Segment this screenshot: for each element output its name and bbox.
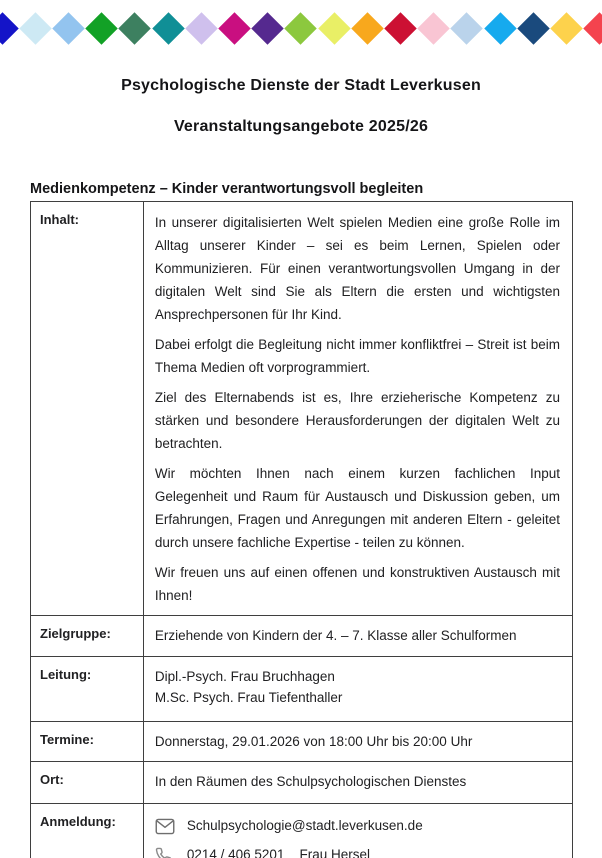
row-label-inhalt: Inhalt: — [31, 202, 144, 616]
diamond-decoration — [185, 12, 218, 45]
table-row-ort — [31, 762, 573, 804]
zielgruppe-content: Erziehende von Kindern der 4. – 7. Klasse aller Schulformen — [143, 616, 572, 657]
termine-content: Donnerstag, 29.01.2026 von 18:00 Uhr bis 20:00 Uhr — [143, 722, 572, 762]
email-text: Schulpsychologie@stadt.leverkusen.de — [186, 818, 423, 833]
table-row-inhalt — [31, 202, 573, 616]
diamond-decoration — [152, 12, 185, 45]
row-label-anmeldung: Anmeldung: — [31, 804, 144, 858]
envelope-icon — [155, 817, 176, 835]
table-row-zielgruppe — [31, 616, 573, 657]
diamond-decoration — [218, 12, 251, 45]
diamond-band — [0, 0, 602, 57]
row-label-termine: Termine: — [31, 722, 144, 762]
row-label-zielgruppe: Zielgruppe: — [31, 616, 144, 657]
leitung-person: Dipl.-Psych. Frau Bruchhagen — [154, 669, 335, 684]
inhalt-content — [143, 202, 572, 616]
phone-number: 0214 / 406 5201 — [186, 847, 285, 858]
leitung-content — [143, 657, 572, 722]
diamond-decoration — [451, 12, 484, 45]
inhalt-paragraph: Ziel des Elternabends ist es, Ihre erzieherische Kompetenz zu stärken und besondere Herausforderungen der digitalen Welt zu betrachten. — [154, 390, 560, 451]
diamond-decoration — [517, 12, 550, 45]
diamond-decoration — [251, 12, 284, 45]
row-label-leitung: Leitung: — [31, 657, 144, 722]
page-title: Psychologische Dienste der Stadt Leverkusen — [121, 77, 481, 94]
diamond-decoration — [19, 12, 52, 45]
row-label-ort: Ort: — [31, 762, 144, 804]
table-row-termine — [31, 722, 573, 762]
phone-line — [155, 844, 560, 858]
diamond-decoration — [384, 12, 417, 45]
table-row-leitung — [31, 657, 573, 722]
diamond-decoration — [0, 12, 18, 45]
diamond-decoration — [417, 12, 450, 45]
diamond-decoration — [285, 12, 318, 45]
anmeldung-content — [143, 804, 572, 858]
diamond-decoration — [85, 12, 118, 45]
diamond-decoration — [550, 12, 583, 45]
diamond-decoration — [119, 12, 152, 45]
inhalt-paragraph: Wir freuen uns auf einen offenen und konstruktiven Austausch mit Ihnen! — [154, 565, 560, 603]
email-line — [155, 815, 560, 837]
phone-icon — [155, 846, 176, 858]
inhalt-paragraph: Dabei erfolgt die Begleitung nicht immer konfliktfrei – Streit ist beim Thema Medien oft vorprogrammiert. — [154, 337, 560, 375]
contact-name: Frau Hersel — [299, 847, 370, 858]
table-row-anmeldung — [31, 804, 573, 858]
section-title: Medienkompetenz – Kinder verantwortungsvoll begleiten — [30, 181, 424, 197]
diamond-decoration — [52, 12, 85, 45]
diamond-decoration — [484, 12, 517, 45]
inhalt-paragraph: Wir möchten Ihnen nach einem kurzen fachlichen Input Gelegenheit und Raum für Austausch und Diskussion geben, um Erfahrungen, Fragen und Anregungen mit anderen Eltern - geleitet durch unsere fachliche Expertise - teilen zu können. — [154, 466, 560, 550]
diamond-decoration — [583, 12, 602, 45]
page-subtitle: Veranstaltungsangebote 2025/26 — [173, 118, 429, 135]
inhalt-paragraph: In unserer digitalisierten Welt spielen Medien eine große Rolle im Alltag unserer Kinder – sei es beim Lernen, Spielen oder Kommunizieren. Für einen verantwortungsvollen Umgang in der digitalen Welt sind Sie als Eltern die ersten und wichtigsten Ansprechpersonen für Ihr Kind. — [154, 215, 560, 322]
event-info-table — [30, 201, 573, 858]
diamond-decoration — [318, 12, 351, 45]
diamond-decoration — [351, 12, 384, 45]
leitung-person: M.Sc. Psych. Frau Tiefenthaller — [154, 690, 343, 705]
ort-content: In den Räumen des Schulpsychologischen Dienstes — [143, 762, 572, 804]
